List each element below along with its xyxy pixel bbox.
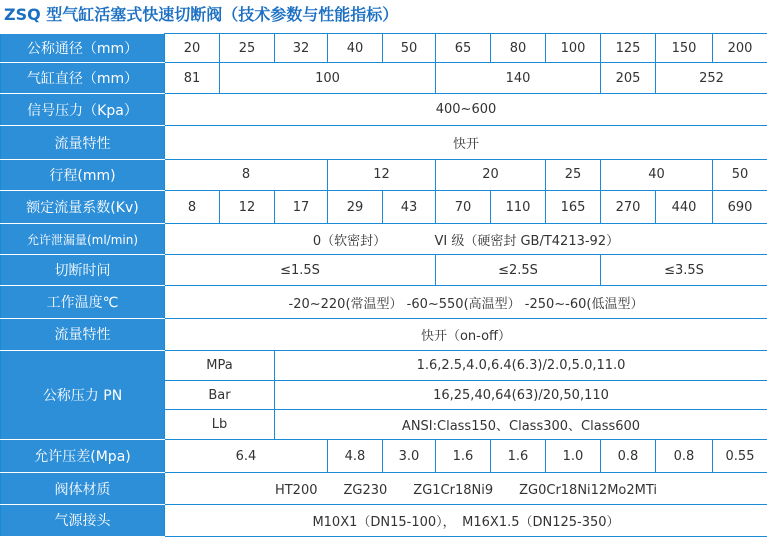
cell: ANSI:Class150、Class300、Class600	[275, 410, 767, 440]
row-air-connection	[1, 504, 767, 536]
row-label: 工作温度℃	[1, 286, 165, 318]
cell: 40	[328, 34, 383, 63]
cell: -20~220(常温型） -60~550(高温型） -250~-60(低温型）	[165, 286, 767, 318]
cell: 125	[601, 34, 656, 63]
cell: 43	[383, 190, 436, 223]
row-cutoff-time	[1, 255, 767, 286]
row-label: 公称压力 PN	[1, 350, 165, 439]
cell: 205	[601, 63, 656, 94]
row-nominal-pressure-mpa	[1, 350, 767, 380]
cell: 690	[713, 190, 767, 223]
cell: 8	[165, 190, 220, 223]
cell: 270	[601, 190, 656, 223]
cell: 16,25,40,64(63)/20,50,110	[275, 381, 767, 410]
row-leakage	[1, 224, 767, 255]
cell: 65	[436, 34, 491, 63]
row-label: 流量特性	[1, 318, 165, 350]
spec-table	[0, 33, 767, 537]
row-working-temp	[1, 286, 767, 318]
cell: 50	[713, 159, 767, 190]
cell: 25	[546, 159, 601, 190]
cell: 1.0	[546, 440, 601, 473]
pressure-unit: Lb	[165, 410, 275, 440]
pressure-unit: Bar	[165, 381, 275, 410]
cell: 0.8	[601, 440, 656, 473]
cell: 0.55	[713, 440, 767, 473]
cell: 150	[656, 34, 713, 63]
cell: 440	[656, 190, 713, 223]
row-stroke	[1, 159, 767, 190]
cell: M10X1（DN15-100）， M16X1.5（DN125-350）	[165, 504, 767, 536]
row-label: 气缸直径（mm）	[1, 63, 165, 94]
cell: 100	[546, 34, 601, 63]
cell: 1.6	[491, 440, 546, 473]
cell: 1.6,2.5,4.0,6.4(6.3)/2.0,5.0,11.0	[275, 350, 767, 380]
cell: 29	[328, 190, 383, 223]
cell: 3.0	[383, 440, 436, 473]
cell: 6.4	[165, 440, 328, 473]
cell: 80	[491, 34, 546, 63]
cell: 1.6	[436, 440, 491, 473]
row-body-material	[1, 473, 767, 504]
cell: 17	[275, 190, 328, 223]
cell: 快开（on-off）	[165, 318, 767, 350]
row-flow-characteristic	[1, 126, 767, 159]
row-allowable-diff	[1, 440, 767, 473]
cell: 81	[165, 63, 220, 94]
row-label: 阀体材质	[1, 473, 165, 504]
row-label: 信号压力（Kpa）	[1, 94, 165, 126]
cell: 快开	[165, 126, 767, 159]
cell: 50	[383, 34, 436, 63]
cell: 25	[220, 34, 275, 63]
cell: 20	[165, 34, 220, 63]
cell: 0.8	[656, 440, 713, 473]
cell: 20	[436, 159, 546, 190]
row-label: 切断时间	[1, 255, 165, 286]
leakage-hard: VI 级（硬密封 GB/T4213-92）	[434, 233, 620, 249]
cell: 8	[165, 159, 328, 190]
row-label: 流量特性	[1, 126, 165, 159]
row-flow-coefficient	[1, 190, 767, 223]
cell: 400~600	[165, 94, 767, 126]
cell: 200	[713, 34, 767, 63]
cell: 70	[436, 190, 491, 223]
row-flow-characteristic-onoff	[1, 318, 767, 350]
cell	[165, 224, 767, 255]
cell: 12	[328, 159, 436, 190]
row-label: 行程(mm)	[1, 159, 165, 190]
cell: 4.8	[328, 440, 383, 473]
page-title: ZSQ 型气缸活塞式快速切断阀（技术参数与性能指标）	[4, 5, 399, 24]
row-label: 允许压差(Mpa)	[1, 440, 165, 473]
row-signal-pressure	[1, 94, 767, 126]
cell: 100	[220, 63, 436, 94]
cell: HT200 ZG230 ZG1Cr18Ni9 ZG0Cr18Ni12Mo2MTi	[165, 473, 767, 504]
cell: ≤1.5S	[165, 255, 436, 286]
cell: 12	[220, 190, 275, 223]
cell: 40	[601, 159, 713, 190]
pressure-unit: MPa	[165, 350, 275, 380]
row-label: 额定流量系数(Kv)	[1, 190, 165, 223]
cell: 32	[275, 34, 328, 63]
leakage-soft: 0（软密封）	[312, 233, 387, 249]
cell: 252	[656, 63, 767, 94]
cell: 110	[491, 190, 546, 223]
row-nominal-diameter	[1, 34, 767, 63]
cell: ≤3.5S	[601, 255, 767, 286]
cell: ≤2.5S	[436, 255, 601, 286]
row-label: 允许泄漏量(ml/min)	[1, 224, 165, 255]
row-cylinder-diameter	[1, 63, 767, 94]
row-label: 气源接头	[1, 504, 165, 536]
cell: 165	[546, 190, 601, 223]
row-label: 公称通径（mm）	[1, 34, 165, 63]
cell: 140	[436, 63, 601, 94]
